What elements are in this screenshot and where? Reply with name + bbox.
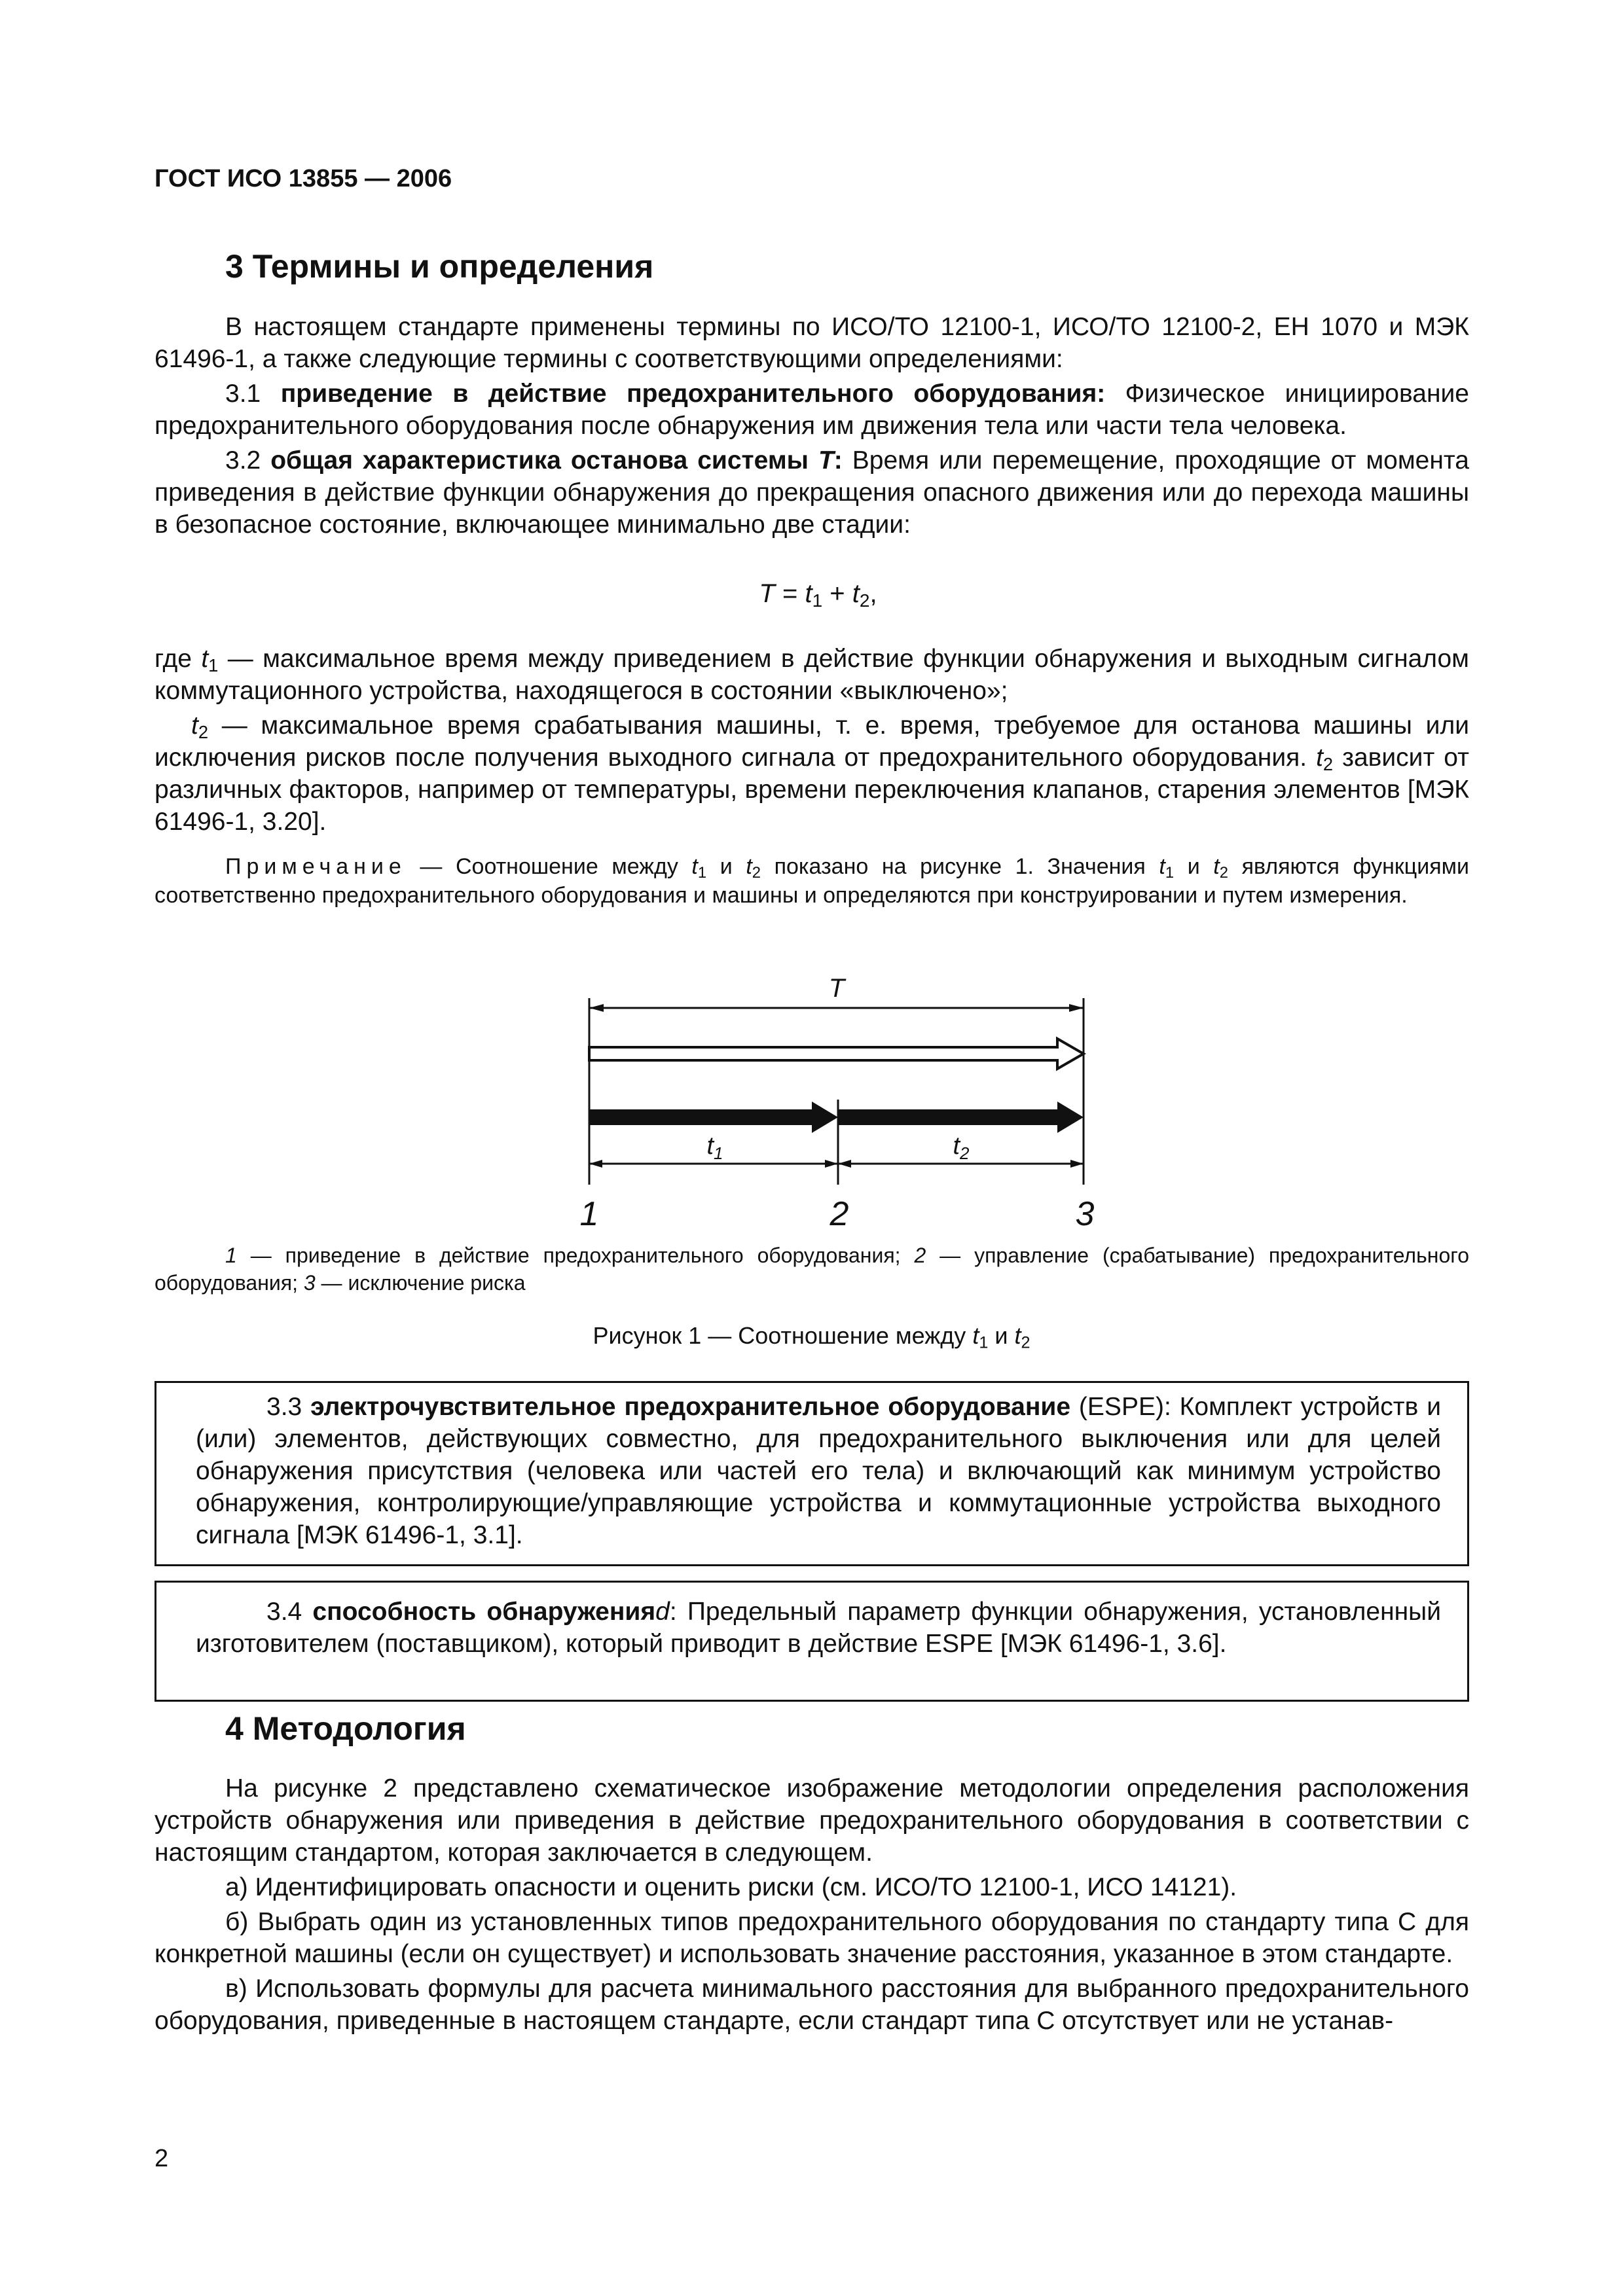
section-4-p1: На рисунке 2 представлено схематическое изображение методологии определения расположения устройств обнаружения или приведения в действие предохранительного оборудования в соответствии с настоящим стандартом, которая заключается в следующем. bbox=[155, 1774, 1469, 1867]
document-header: ГОСТ ИСО 13855 — 2006 bbox=[155, 165, 452, 192]
term-3-3-box bbox=[155, 1381, 1469, 1566]
term-3-2: 3.2 общая характеристика останова системы T: Время или перемещение, проходящие от момента приведения в действие функции обнаружения до прекращения опасного движения или до перехода машины в безопасное состояние, включающее минимально две стадии: bbox=[155, 446, 1469, 539]
label-T: T bbox=[828, 974, 845, 1003]
marker-1: 1 bbox=[579, 1195, 599, 1233]
note-paragraph: Примечание — Соотношение между $t_1$ и $t_2$ показано на рисунке 1. Значения $t_1$ и $t_2$ являются функциями соответственно предохранительного оборудования и машины и определяются при конструировании и путем измерения. bbox=[155, 854, 1469, 908]
figure-1-diagram bbox=[563, 969, 1100, 1244]
formula-T: $T = t_1 + t_2$, bbox=[759, 579, 877, 611]
solid-arrow-t2 bbox=[838, 1102, 1084, 1133]
term-3-1: 3.1 приведение в действие предохранительного оборудования: Физическое инициирование предохранительного оборудования после обнаружения им движения тела или части тела человека. bbox=[155, 380, 1469, 440]
term-3-3: 3.3 электрочувствительное предохранительное оборудование (ESPE): Комплект устройств и (или) элементов, действующих совместно, для предохранительного выключения или для целей обнаружения присутствия (человека или частей его тела) и включающий как минимум устройство обнаружения, контролирующие/управляющие устройства и коммутационные устройства выходного сигнала [МЭК 61496-1, 3.1]. bbox=[196, 1393, 1441, 1549]
section-4-body bbox=[155, 1772, 1469, 2039]
arrowhead-t1-left bbox=[589, 1160, 602, 1168]
section-4-title: 4 Методология bbox=[225, 1710, 466, 1747]
where-t1: где $t_1$ — максимальное время между приведением в действие функции обнаружения и выходным сигналом коммутационного устройства, находящегося в состоянии «выключено»; bbox=[155, 645, 1469, 705]
hollow-arrow-total bbox=[589, 1039, 1084, 1069]
step-b: б) Выбрать один из установленных типов предохранительного оборудования по стандарту типа С для конкретной машины (если он существует) и использовать значение расстояния, указанное в этом стандарте. bbox=[155, 1908, 1469, 1968]
section-3-intro: В настоящем стандарте применены термины по ИСО/ТО 12100-1, ИСО/ТО 12100-2, ЕН 1070 и МЭК 61496-1, а также следующие термины с соответствующими определениями: bbox=[155, 313, 1469, 373]
label-t1: $t_1$ bbox=[706, 1132, 723, 1163]
marker-3: 3 bbox=[1075, 1195, 1095, 1233]
step-a: а) Идентифицировать опасности и оценить риски (см. ИСО/ТО 12100-1, ИСО 14121). bbox=[225, 1873, 1237, 1901]
arrowhead-t1-right bbox=[825, 1160, 838, 1168]
arrowhead-T-left bbox=[589, 1004, 604, 1012]
formula-explanation bbox=[155, 643, 1469, 840]
solid-arrow-t1 bbox=[589, 1102, 838, 1133]
section-3-body bbox=[155, 311, 1469, 543]
term-3-4: 3.4 способность обнаруженияd: Предельный параметр функции обнаружения, установленный изготовителем (поставщиком), который приводит в действие ESPE [МЭК 61496-1, 3.6]. bbox=[196, 1598, 1441, 1658]
step-c: в) Использовать формулы для расчета минимального расстояния для выбранного предохранительного оборудования, приведенные в настоящем стандарте, если стандарт типа С отсутствует или не устанав- bbox=[155, 1975, 1469, 2035]
arrowhead-t2-right bbox=[1070, 1160, 1084, 1168]
where-t2: $t_2$ — максимальное время срабатывания машины, т. е. время, требуемое для останова машины или исключения рисков после получения выходного сигнала от предохранительного оборудования. $t_2$ зависит от различных факторов, например от температуры, времени переключения клапанов, старения элементов [МЭК 61496-1, 3.20]. bbox=[155, 711, 1469, 836]
figure-1-caption: Рисунок 1 — Соотношение между $t_1$ и $t_2$ bbox=[593, 1322, 1030, 1352]
section-3-title: 3 Термины и определения bbox=[225, 248, 654, 285]
figure-1-legend: 1 — приведение в действие предохранительного оборудования; 2 — управление (срабатывание) предохранительного оборудования; 3 — исключение риска bbox=[155, 1244, 1470, 1295]
term-3-4-box bbox=[155, 1581, 1469, 1702]
label-t2: $t_2$ bbox=[953, 1132, 970, 1163]
marker-2: 2 bbox=[830, 1195, 849, 1233]
arrowhead-t2-left bbox=[838, 1160, 851, 1168]
page-number: 2 bbox=[155, 2145, 169, 2172]
arrowhead-T-right bbox=[1069, 1004, 1084, 1012]
